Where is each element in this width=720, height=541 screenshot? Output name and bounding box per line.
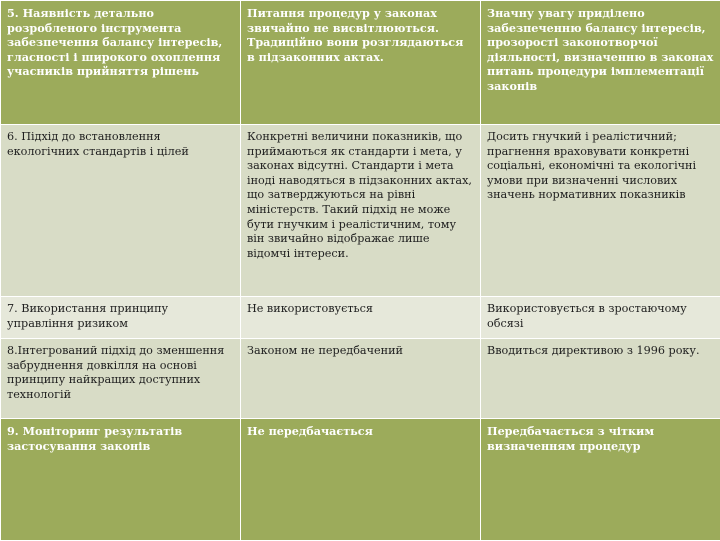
row-7-column-2: Не використовується — [241, 297, 481, 339]
table-row — [1, 125, 720, 297]
row-9-column-3: Передбачається з чітким визначенням процедур — [481, 419, 720, 541]
row-8-criterion: 8.Інтегрований підхід до зменшення забруднення довкілля на основі принципу найкращих доступних технологій — [1, 339, 241, 419]
row-7-column-3: Використовується в зростаючому обсязі — [481, 297, 720, 339]
table-row — [1, 419, 720, 541]
row-8-column-3: Вводиться директивою з 1996 року. — [481, 339, 720, 419]
table-row — [1, 1, 720, 125]
row-6-column-2: Конкретні величини показників, що приймаються як стандарти і мета, у законах відсутні. Стандарти і мета іноді наводяться в підзаконних актах, що затверджуються на рівні міністерств. Такий підхід не може бути гнучким і реалістичним, тому він звичайно відображає лише відомчі інтереси. — [241, 125, 481, 297]
row-5-column-2: Питання процедур у законах звичайно не висвітлюються. Традиційно вони розглядаються в підзаконних актах. — [241, 1, 481, 125]
row-5-column-3: Значну увагу приділено забезпеченню балансу інтересів, прозорості законотворчої діяльності, визначенню в законах питань процедури імплементації законів — [481, 1, 720, 125]
table-row — [1, 339, 720, 419]
row-5-criterion: 5. Наявність детально розробленого інструмента забезпечення балансу інтересів, гласності і широкого охоплення учасників прийняття рішень — [1, 1, 241, 125]
row-6-column-3: Досить гнучкий і реалістичний; прагнення враховувати конкретні соціальні, економічні та екологічні умови при визначенні числових значень нормативних показників — [481, 125, 720, 297]
row-6-criterion: 6. Підхід до встановлення екологічних стандартів і цілей — [1, 125, 241, 297]
row-8-column-2: Законом не передбачений — [241, 339, 481, 419]
table-row — [1, 297, 720, 339]
row-7-criterion: 7. Використання принципу управління ризиком — [1, 297, 241, 339]
row-9-column-2: Не передбачається — [241, 419, 481, 541]
row-9-criterion: 9. Моніторинг результатів застосування законів — [1, 419, 241, 541]
